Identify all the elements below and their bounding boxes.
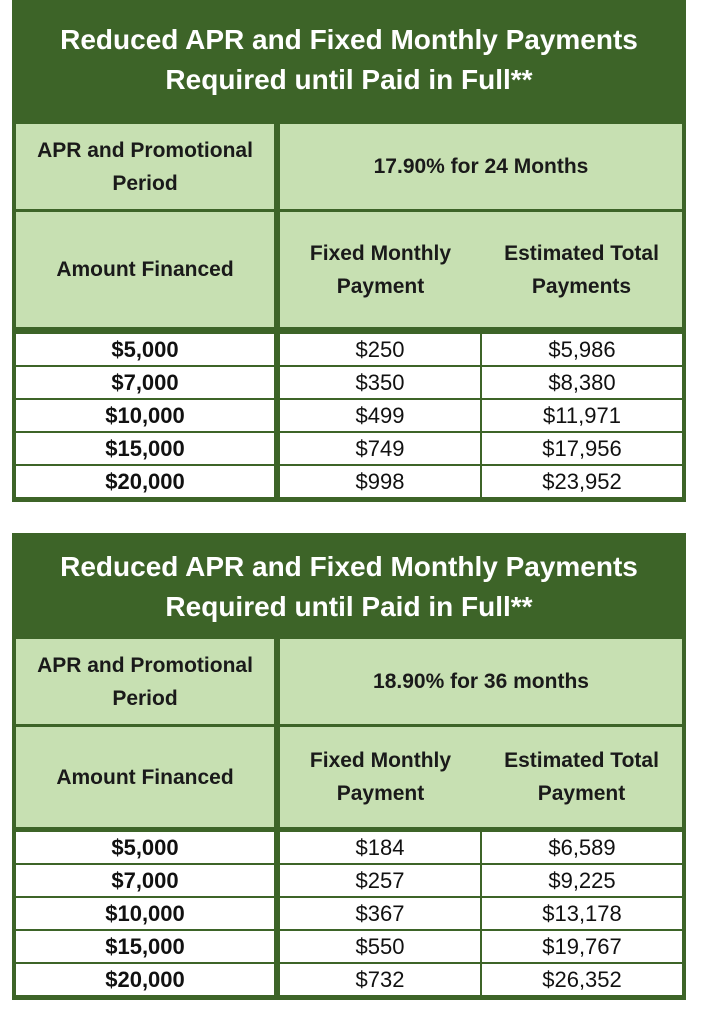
total-cell: $11,971 bbox=[482, 400, 682, 431]
total-cell: $8,380 bbox=[482, 367, 682, 398]
total-cell: $23,952 bbox=[482, 466, 682, 497]
monthly-cell: $550 bbox=[280, 931, 480, 962]
amount-cell: $5,000 bbox=[16, 832, 274, 863]
fixed-monthly-payment-header: Fixed Monthly Payment bbox=[309, 241, 452, 298]
fixed-monthly-payment-header: Fixed Monthly Payment bbox=[309, 749, 452, 805]
payment-headers-cell bbox=[280, 727, 682, 827]
table-row bbox=[12, 433, 686, 464]
monthly-cell: $499 bbox=[280, 400, 480, 431]
monthly-cell: $257 bbox=[280, 865, 480, 896]
amount-cell: $10,000 bbox=[16, 898, 274, 929]
amount-cell: $15,000 bbox=[16, 433, 274, 464]
table-title-line2: Required until Paid in Full** bbox=[165, 64, 533, 95]
table-title-line1: Reduced APR and Fixed Monthly Payments bbox=[60, 551, 638, 582]
amount-cell: $20,000 bbox=[16, 466, 274, 497]
total-cell: $6,589 bbox=[482, 832, 682, 863]
monthly-cell: $184 bbox=[280, 832, 480, 863]
apr-value-cell: 17.90% for 24 Months bbox=[280, 124, 682, 209]
table-row bbox=[12, 964, 686, 995]
apr-value-cell: 18.90% for 36 months bbox=[280, 639, 682, 724]
amount-cell: $20,000 bbox=[16, 964, 274, 995]
monthly-cell: $732 bbox=[280, 964, 480, 995]
apr-label-cell: APR and Promotional Period bbox=[16, 124, 274, 209]
amount-cell: $15,000 bbox=[16, 931, 274, 962]
total-cell: $17,956 bbox=[482, 433, 682, 464]
apr-label-cell: APR and Promotional Period bbox=[16, 639, 274, 724]
total-cell: $13,178 bbox=[482, 898, 682, 929]
total-cell: $19,767 bbox=[482, 931, 682, 962]
payment-headers-cell bbox=[280, 212, 682, 327]
total-cell: $26,352 bbox=[482, 964, 682, 995]
amount-financed-header: Amount Financed bbox=[16, 727, 274, 827]
monthly-cell: $749 bbox=[280, 433, 480, 464]
table-row bbox=[12, 931, 686, 962]
estimated-total-header: Estimated Total Payments bbox=[504, 241, 659, 298]
monthly-cell: $250 bbox=[280, 334, 480, 365]
amount-cell: $7,000 bbox=[16, 367, 274, 398]
amount-cell: $7,000 bbox=[16, 865, 274, 896]
table-row bbox=[12, 334, 686, 365]
amount-financed-header: Amount Financed bbox=[16, 212, 274, 327]
table-row bbox=[12, 367, 686, 398]
monthly-cell: $367 bbox=[280, 898, 480, 929]
table-title-line2: Required until Paid in Full** bbox=[165, 591, 533, 622]
table-row bbox=[12, 865, 686, 896]
amount-cell: $10,000 bbox=[16, 400, 274, 431]
table-row bbox=[12, 832, 686, 863]
table-row bbox=[12, 898, 686, 929]
table-row bbox=[12, 400, 686, 431]
total-cell: $9,225 bbox=[482, 865, 682, 896]
payment-table-36-months bbox=[12, 533, 686, 1000]
amount-cell: $5,000 bbox=[16, 334, 274, 365]
monthly-cell: $350 bbox=[280, 367, 480, 398]
estimated-total-header: Estimated Total Payment bbox=[504, 749, 659, 805]
monthly-cell: $998 bbox=[280, 466, 480, 497]
table-title-line1: Reduced APR and Fixed Monthly Payments bbox=[60, 24, 638, 55]
total-cell: $5,986 bbox=[482, 334, 682, 365]
payment-table-24-months bbox=[12, 0, 686, 502]
table-row bbox=[12, 466, 686, 497]
